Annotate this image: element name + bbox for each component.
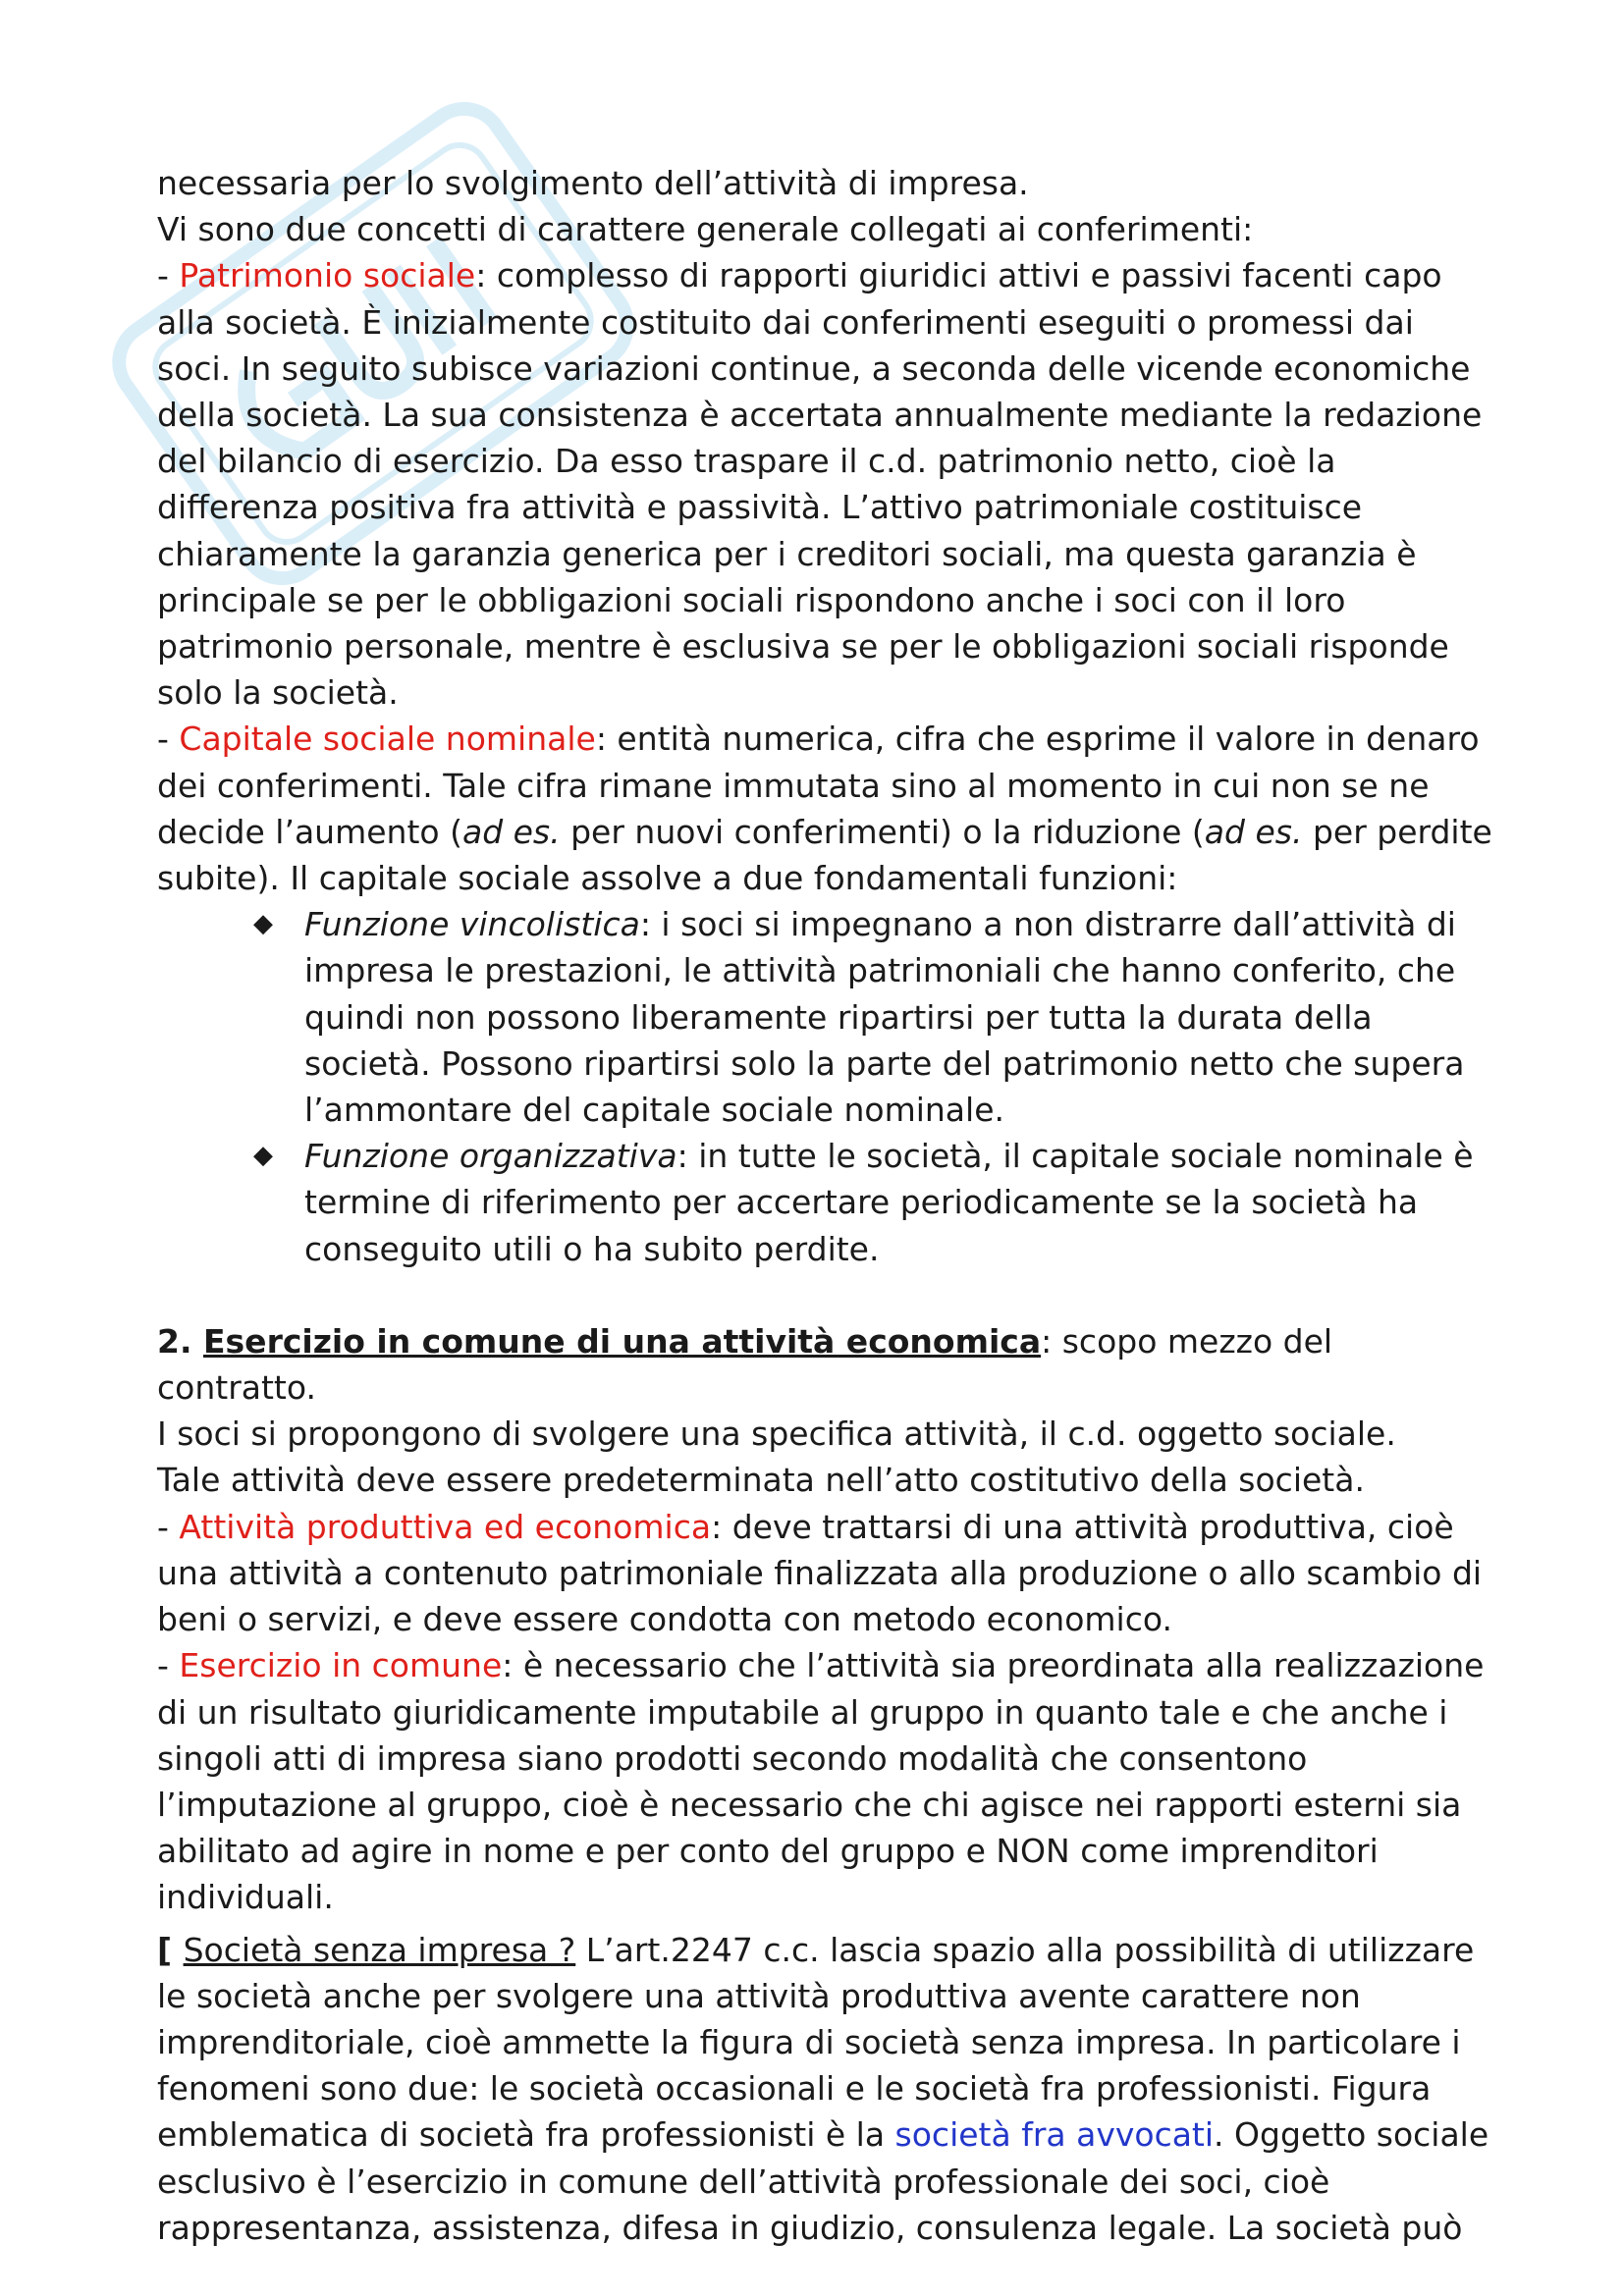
- esercizio-text: : è necessario che l’attività sia preordinata alla realizzazione di un risultato giuridicamente imputabile al gruppo in quanto tale e che anche i singoli atti di impresa siano prodotti secondo modalità che consentono l’imputazione al gruppo, cioè è necessario che chi agisce nei rapporti esterni sia abilitato ad agire in nome e per conto del gruppo e NON come imprenditori individuali.: [157, 1646, 1485, 1917]
- bullet-term: Funzione organizzativa: [304, 1137, 677, 1176]
- term-societa-fra-avvocati: società fra avvocati: [894, 2115, 1215, 2155]
- attivita-text: : deve trattarsi di una attività produttiva, cioè una attività a contenuto patrimoniale finalizzata alla produzione o allo scambio di beni o servizi, e deve essere condotta con metodo economico.: [157, 1507, 1483, 1639]
- paragraph-patrimonio: [157, 252, 1492, 716]
- functions-list: [157, 901, 1492, 1272]
- paragraph-esercizio: [157, 1642, 1492, 1920]
- bullet-text: : in tutte le società, il capitale sociale nominale è termine di riferimento per accertare periodicamente se la società ha conseguito utili o ha subito perdite.: [304, 1137, 1474, 1268]
- section-2-line-1: I soci si propongono di svolgere una specifica attività, il c.d. oggetto sociale.: [157, 1415, 1396, 1454]
- dash: -: [157, 1507, 180, 1546]
- diamond-bullet-icon: ◆: [253, 909, 273, 939]
- dash: -: [157, 256, 180, 295]
- section-title: Esercizio in comune di una attività economica: [203, 1321, 1042, 1361]
- dash: -: [157, 1646, 180, 1685]
- capitale-text-3: per perdite subite). Il capitale sociale assolve a due fondamentali funzioni:: [157, 812, 1492, 898]
- senza-text-1: L’art.2247 c.c. lascia spazio alla possibilità di utilizzare le società anche per svolgere una attività produttiva avente carattere non imprenditoriale, cioè ammette la figura di società senza impresa. In particolare i fenomeni sono due: le società occasionali e le società fra professionisti. Figura emblematica di società fra professionisti è la: [157, 1930, 1475, 2155]
- term-esercizio-in-comune: Esercizio in comune: [179, 1646, 503, 1685]
- paragraph-societa-senza-impresa: [157, 1927, 1492, 2251]
- paragraph-attivita: [157, 1504, 1492, 1643]
- section-2-line-2: Tale attività deve essere predeterminata nell’atto costitutivo della società.: [157, 1461, 1365, 1500]
- bullet-term: Funzione vincolistica: [304, 905, 640, 944]
- bullet-text: : i soci si impegnano a non distrarre dall’attività di impresa le prestazioni, le attività patrimoniali che hanno conferito, che quindi non possono liberamente ripartirsi per tutta la durata della società. Possono ripartirsi solo la parte del patrimonio netto che supera l’ammontare del capitale sociale nominale.: [304, 905, 1465, 1130]
- term-capitale-sociale: Capitale sociale nominale: [179, 720, 596, 759]
- term-patrimonio-sociale: Patrimonio sociale: [179, 256, 476, 295]
- patrimonio-text: : complesso di rapporti giuridici attivi e passivi facenti capo alla società. È inizialmente costituito dai conferimenti eseguiti o promessi dai soci. In seguito subisce variazioni continue, a seconda delle vicende economiche della società. La sua consistenza è accertata annualmente mediante la redazione del bilancio di esercizio. Da esso traspare il c.d. patrimonio netto, cioè la differenza positiva fra attività e passività. L’attivo patrimoniale costituisce chiaramente la garanzia generica per i creditori sociali, ma questa garanzia è principale se per le obbligazioni sociali rispondono anche i soci con il loro patrimonio personale, mentre è esclusiva se per le obbligazioni sociali risponde solo la società.: [157, 256, 1483, 713]
- paragraph-intro-2: Vi sono due concetti di carattere generale collegati ai conferimenti:: [157, 210, 1254, 249]
- bullet-funzione-vincolistica: [253, 901, 1492, 1133]
- term-societa-senza-impresa: Società senza impresa ?: [183, 1930, 576, 1969]
- senza-text-2: . Oggetto sociale esclusivo è l’esercizio in comune dell’attività professionale dei soci, cioè rappresentanza, assistenza, difesa in giudizio, consulenza legale. La società può: [157, 2115, 1489, 2247]
- dash: -: [157, 720, 180, 759]
- ad-es-2: ad es.: [1204, 812, 1303, 851]
- capitale-text-1: : entità numerica, cifra che esprime il valore in denaro dei conferimenti. Tale cifra rimane immutata sino al momento in cui non se ne decide l’aumento (: [157, 720, 1480, 851]
- spacer: [157, 1272, 1492, 1318]
- document-body: [157, 160, 1492, 2251]
- term-attivita-produttiva: Attività produttiva ed economica: [179, 1507, 712, 1546]
- open-bracket: [: [157, 1930, 184, 1969]
- paragraph-intro-1: necessaria per lo svolgimento dell’attività di impresa.: [157, 164, 1029, 202]
- capitale-text-2: per nuovi conferimenti) o la riduzione (: [560, 812, 1205, 851]
- section-number: 2.: [157, 1321, 203, 1361]
- section-2-heading: [157, 1318, 1492, 1411]
- bullet-funzione-organizzativa: [253, 1133, 1492, 1272]
- paragraph-capitale: [157, 716, 1492, 901]
- diamond-bullet-icon: ◆: [253, 1141, 273, 1171]
- section-title-rest: : scopo mezzo del contratto.: [157, 1321, 1333, 1408]
- ad-es-1: ad es.: [461, 812, 561, 851]
